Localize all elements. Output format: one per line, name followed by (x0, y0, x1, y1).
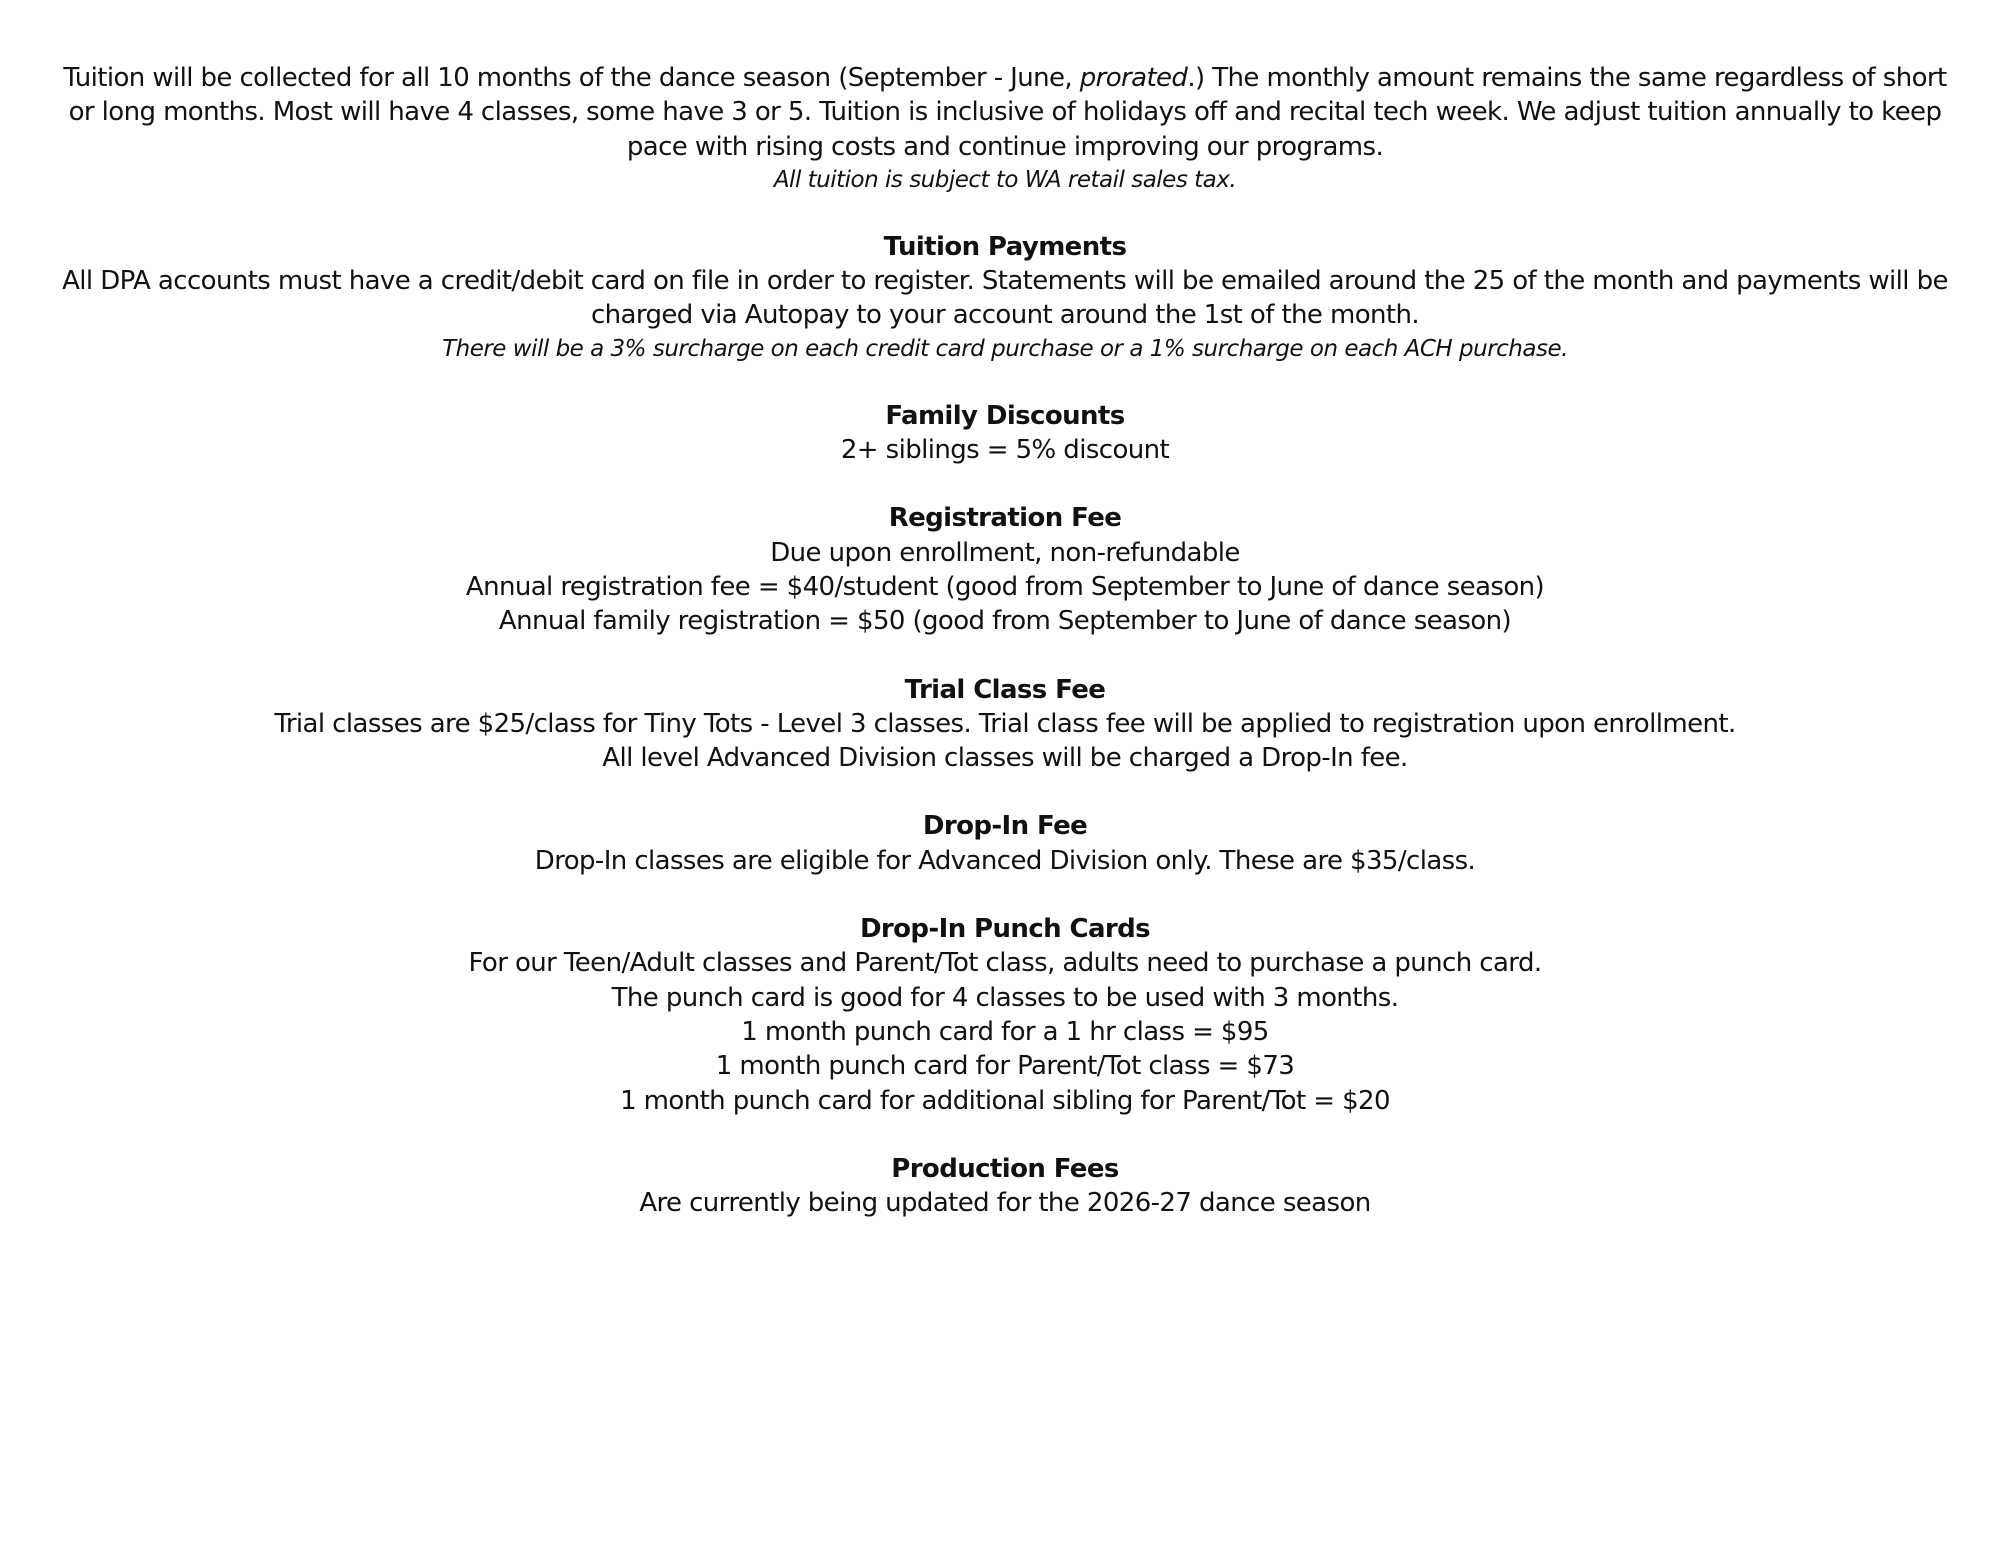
intro-paragraph (40, 61, 1970, 164)
section-spacer (40, 878, 1970, 912)
production-fees-text: Are currently being updated for the 2026-27 dance season (639, 1188, 1371, 1219)
section-spacer (40, 365, 1970, 399)
trial-class-fee-text-2: All level Advanced Division classes will be charged a Drop-In fee. (602, 743, 1408, 774)
section-spacer (40, 196, 1970, 230)
punch-cards-text-2: The punch card is good for 4 classes to be used with 3 months. (611, 982, 1399, 1013)
punch-cards-text-4: 1 month punch card for Parent/Tot class = $73 (715, 1051, 1295, 1082)
punch-cards-text-3: 1 month punch card for a 1 hr class = $95 (741, 1016, 1269, 1047)
tuition-payments-text-1: All DPA accounts must have a credit/debit card on file in order to register. Statements will be emailed around the 25 of the month and payments will be (62, 266, 1948, 297)
drop-in-fee-text: Drop-In classes are eligible for Advanced Division only. These are $35/class. (534, 845, 1476, 876)
tuition-payments-heading: Tuition Payments (883, 231, 1127, 262)
intro-text-start: Tuition will be collected for all 10 months of the dance season (September - June, (63, 63, 1080, 93)
section-spacer (40, 1118, 1970, 1152)
intro-text-prorated: prorated (1079, 63, 1188, 93)
trial-class-fee-heading: Trial Class Fee (904, 674, 1106, 705)
section-spacer (40, 467, 1970, 501)
section-spacer (40, 639, 1970, 673)
drop-in-fee-heading: Drop-In Fee (922, 811, 1088, 842)
registration-fee-text-2: Annual registration fee = $40/student (good from September to June of dance season) (465, 571, 1545, 602)
sales-tax-note: All tuition is subject to WA retail sales tax. (773, 166, 1237, 193)
intro-text-end: .) The monthly amount remains the same regardless of short or long months. Most will have 4 classes, some have 3 or 5. Tuition is inclusive of holidays off and recital tech week. We adjust tuition annually to keep pace with rising costs and continue improving our programs. (68, 63, 1947, 162)
registration-fee-text-3: Annual family registration = $50 (good from September to June of dance season) (498, 606, 1512, 637)
tuition-policy-document (40, 61, 1970, 1220)
punch-cards-text-1: For our Teen/Adult classes and Parent/Tot class, adults need to purchase a punch card. (468, 948, 1542, 979)
punch-cards-text-5: 1 month punch card for additional sibling for Parent/Tot = $20 (620, 1085, 1390, 1116)
production-fees-heading: Production Fees (891, 1153, 1119, 1184)
family-discounts-heading: Family Discounts (885, 400, 1125, 431)
tuition-payments-text-2: charged via Autopay to your account around the 1st of the month. (590, 300, 1420, 331)
family-discounts-text: 2+ siblings = 5% discount (840, 435, 1170, 466)
registration-fee-text-1: Due upon enrollment, non-refundable (770, 537, 1240, 568)
punch-cards-heading: Drop-In Punch Cards (859, 914, 1151, 945)
section-spacer (40, 775, 1970, 809)
trial-class-fee-text-1: Trial classes are $25/class for Tiny Tots - Level 3 classes. Trial class fee will be applied to registration upon enrollment. (274, 708, 1736, 739)
surcharge-note: There will be a 3% surcharge on each credit card purchase or a 1% surcharge on each ACH purchase. (442, 335, 1568, 362)
registration-fee-heading: Registration Fee (888, 503, 1122, 534)
